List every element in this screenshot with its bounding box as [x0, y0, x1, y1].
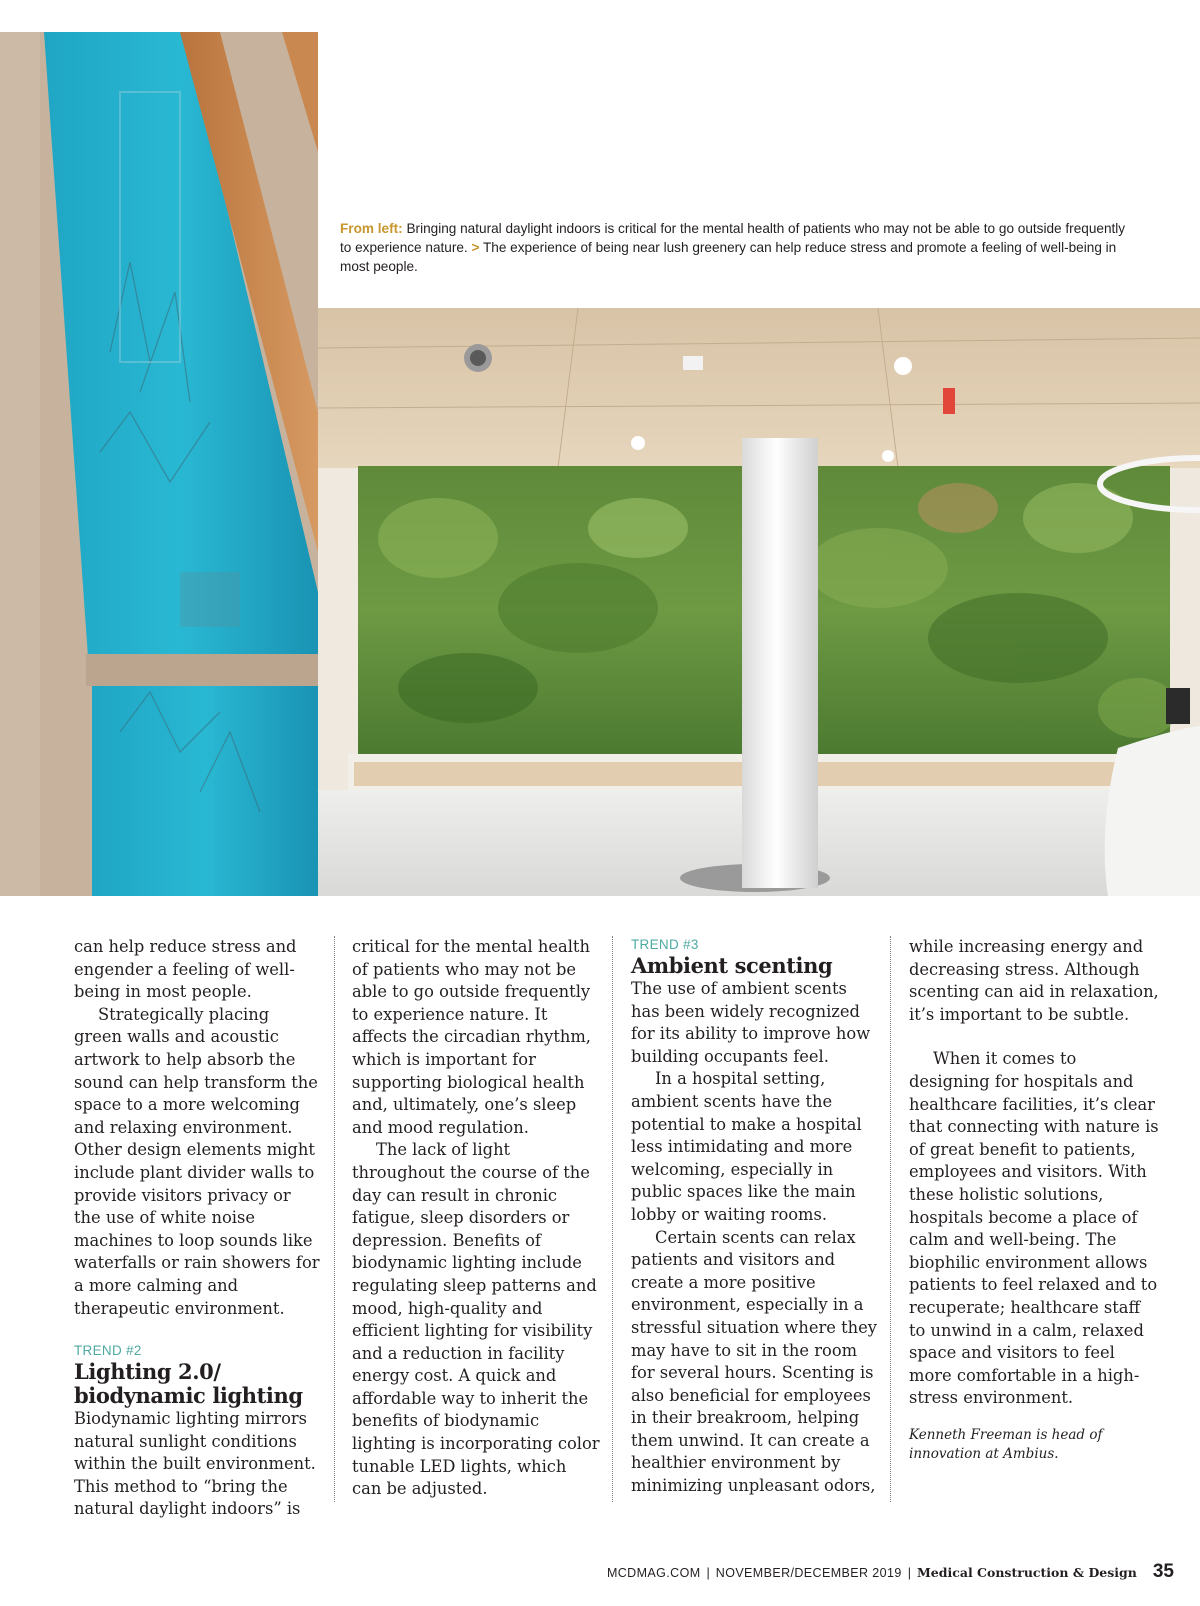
caption-lead: From left:: [340, 221, 403, 236]
paragraph: Certain scents can relax patients and visitors and create a more positive environment, especially in a stressful situation where they may have to sit in the room for several hours. Scenting is also beneficial for employees in their breakroom, helping them unwind. It can create a healthier environment by minimizing unpleasant odors,: [631, 1227, 877, 1496]
article-column-4: [909, 936, 1159, 1464]
trend-tag: TREND #2: [74, 1343, 142, 1359]
footer-issue: NOVEMBER/DECEMBER 2019: [715, 1566, 902, 1580]
trend-heading: [74, 1360, 322, 1408]
trend-heading-line: Lighting 2.0/: [74, 1359, 221, 1385]
paragraph: Biodynamic lighting mirrors natural sunlight conditions within the built environment. This method to “bring the natural daylight indoors” is: [74, 1409, 316, 1519]
page-footer: [607, 1561, 1174, 1583]
article-column-1: [74, 936, 322, 1521]
paragraph: The use of ambient scents has been widely recognized for its ability to improve how building occupants feel.: [631, 979, 871, 1066]
caption-text-2: The experience of being near lush greenery can help reduce stress and promote a feeling of well-being in most people.: [340, 240, 1117, 274]
page-number: 35: [1152, 1561, 1174, 1582]
paragraph: while increasing energy and decreasing stress. Although scenting can aid in relaxation, it’s important to be subtle.: [909, 937, 1159, 1024]
author-bio: Kenneth Freeman is head of innovation at Ambius.: [909, 1426, 1103, 1462]
trend-heading: Ambient scenting: [631, 953, 833, 978]
caption-arrow: >: [471, 240, 480, 255]
footer-site: MCDMAG.COM: [606, 1566, 701, 1580]
footer-separator: |: [706, 1566, 710, 1580]
photo-caption: [340, 219, 1140, 276]
footer-separator: |: [907, 1566, 911, 1580]
article-column-2: [352, 936, 600, 1501]
trend-heading-line: biodynamic lighting: [74, 1383, 303, 1409]
paragraph: can help reduce stress and engender a feeling of well-being in most people.: [74, 937, 297, 1002]
column-rule: [890, 936, 891, 1502]
photo-green-wall-lobby: [318, 308, 1200, 896]
footer-publication: Medical Construction & Design: [916, 1565, 1137, 1580]
paragraph: In a hospital setting, ambient scents have the potential to make a hospital less intimidating and more welcoming, especially in public spaces like the main lobby or waiting rooms.: [631, 1069, 862, 1224]
column-rule: [612, 936, 613, 1502]
caption-text-1: Bringing natural daylight indoors is critical for the mental health of patients who may not be able to go outside frequently to experience nature.: [340, 221, 1126, 255]
trend-tag: TREND #3: [631, 937, 699, 952]
photo-daylight-window: [0, 32, 318, 896]
column-rule: [334, 936, 335, 1502]
paragraph: When it comes to designing for hospitals and healthcare facilities, it’s clear that connecting with nature is of great benefit to patients, employees and visitors. With these holistic solutions, hospitals become a place of calm and well-being. The biophilic environment allows patients to feel relaxed and to recuperate; healthcare staff to unwind in a calm, relaxed space and visitors to feel more comfortable in a high-stress environment.: [909, 1049, 1159, 1408]
paragraph: The lack of light throughout the course of the day can result in chronic fatigue, sleep disorders or depression. Benefits of biodynamic lighting include regulating sleep patterns and mood, high-quality and efficient lighting for visibility and a reduction in facility energy cost. A quick and affordable way to inherit the benefits of biodynamic lighting is incorporating color tunable LED lights, which can be adjusted.: [352, 1140, 600, 1499]
paragraph: Strategically placing green walls and acoustic artwork to help absorb the sound can help transform the space to a more welcoming and relaxing environment. Other design elements might include plant divider walls to provide visitors privacy or the use of white noise machines to loop sounds like waterfalls or rain showers for a more calming and therapeutic environment.: [74, 1004, 320, 1318]
paragraph: critical for the mental health of patients who may not be able to go outside frequently to experience nature. It affects the circadian rhythm, which is important for supporting biological health and, ultimately, one’s sleep and mood regulation.: [352, 937, 591, 1137]
article-column-3: [631, 936, 879, 1498]
